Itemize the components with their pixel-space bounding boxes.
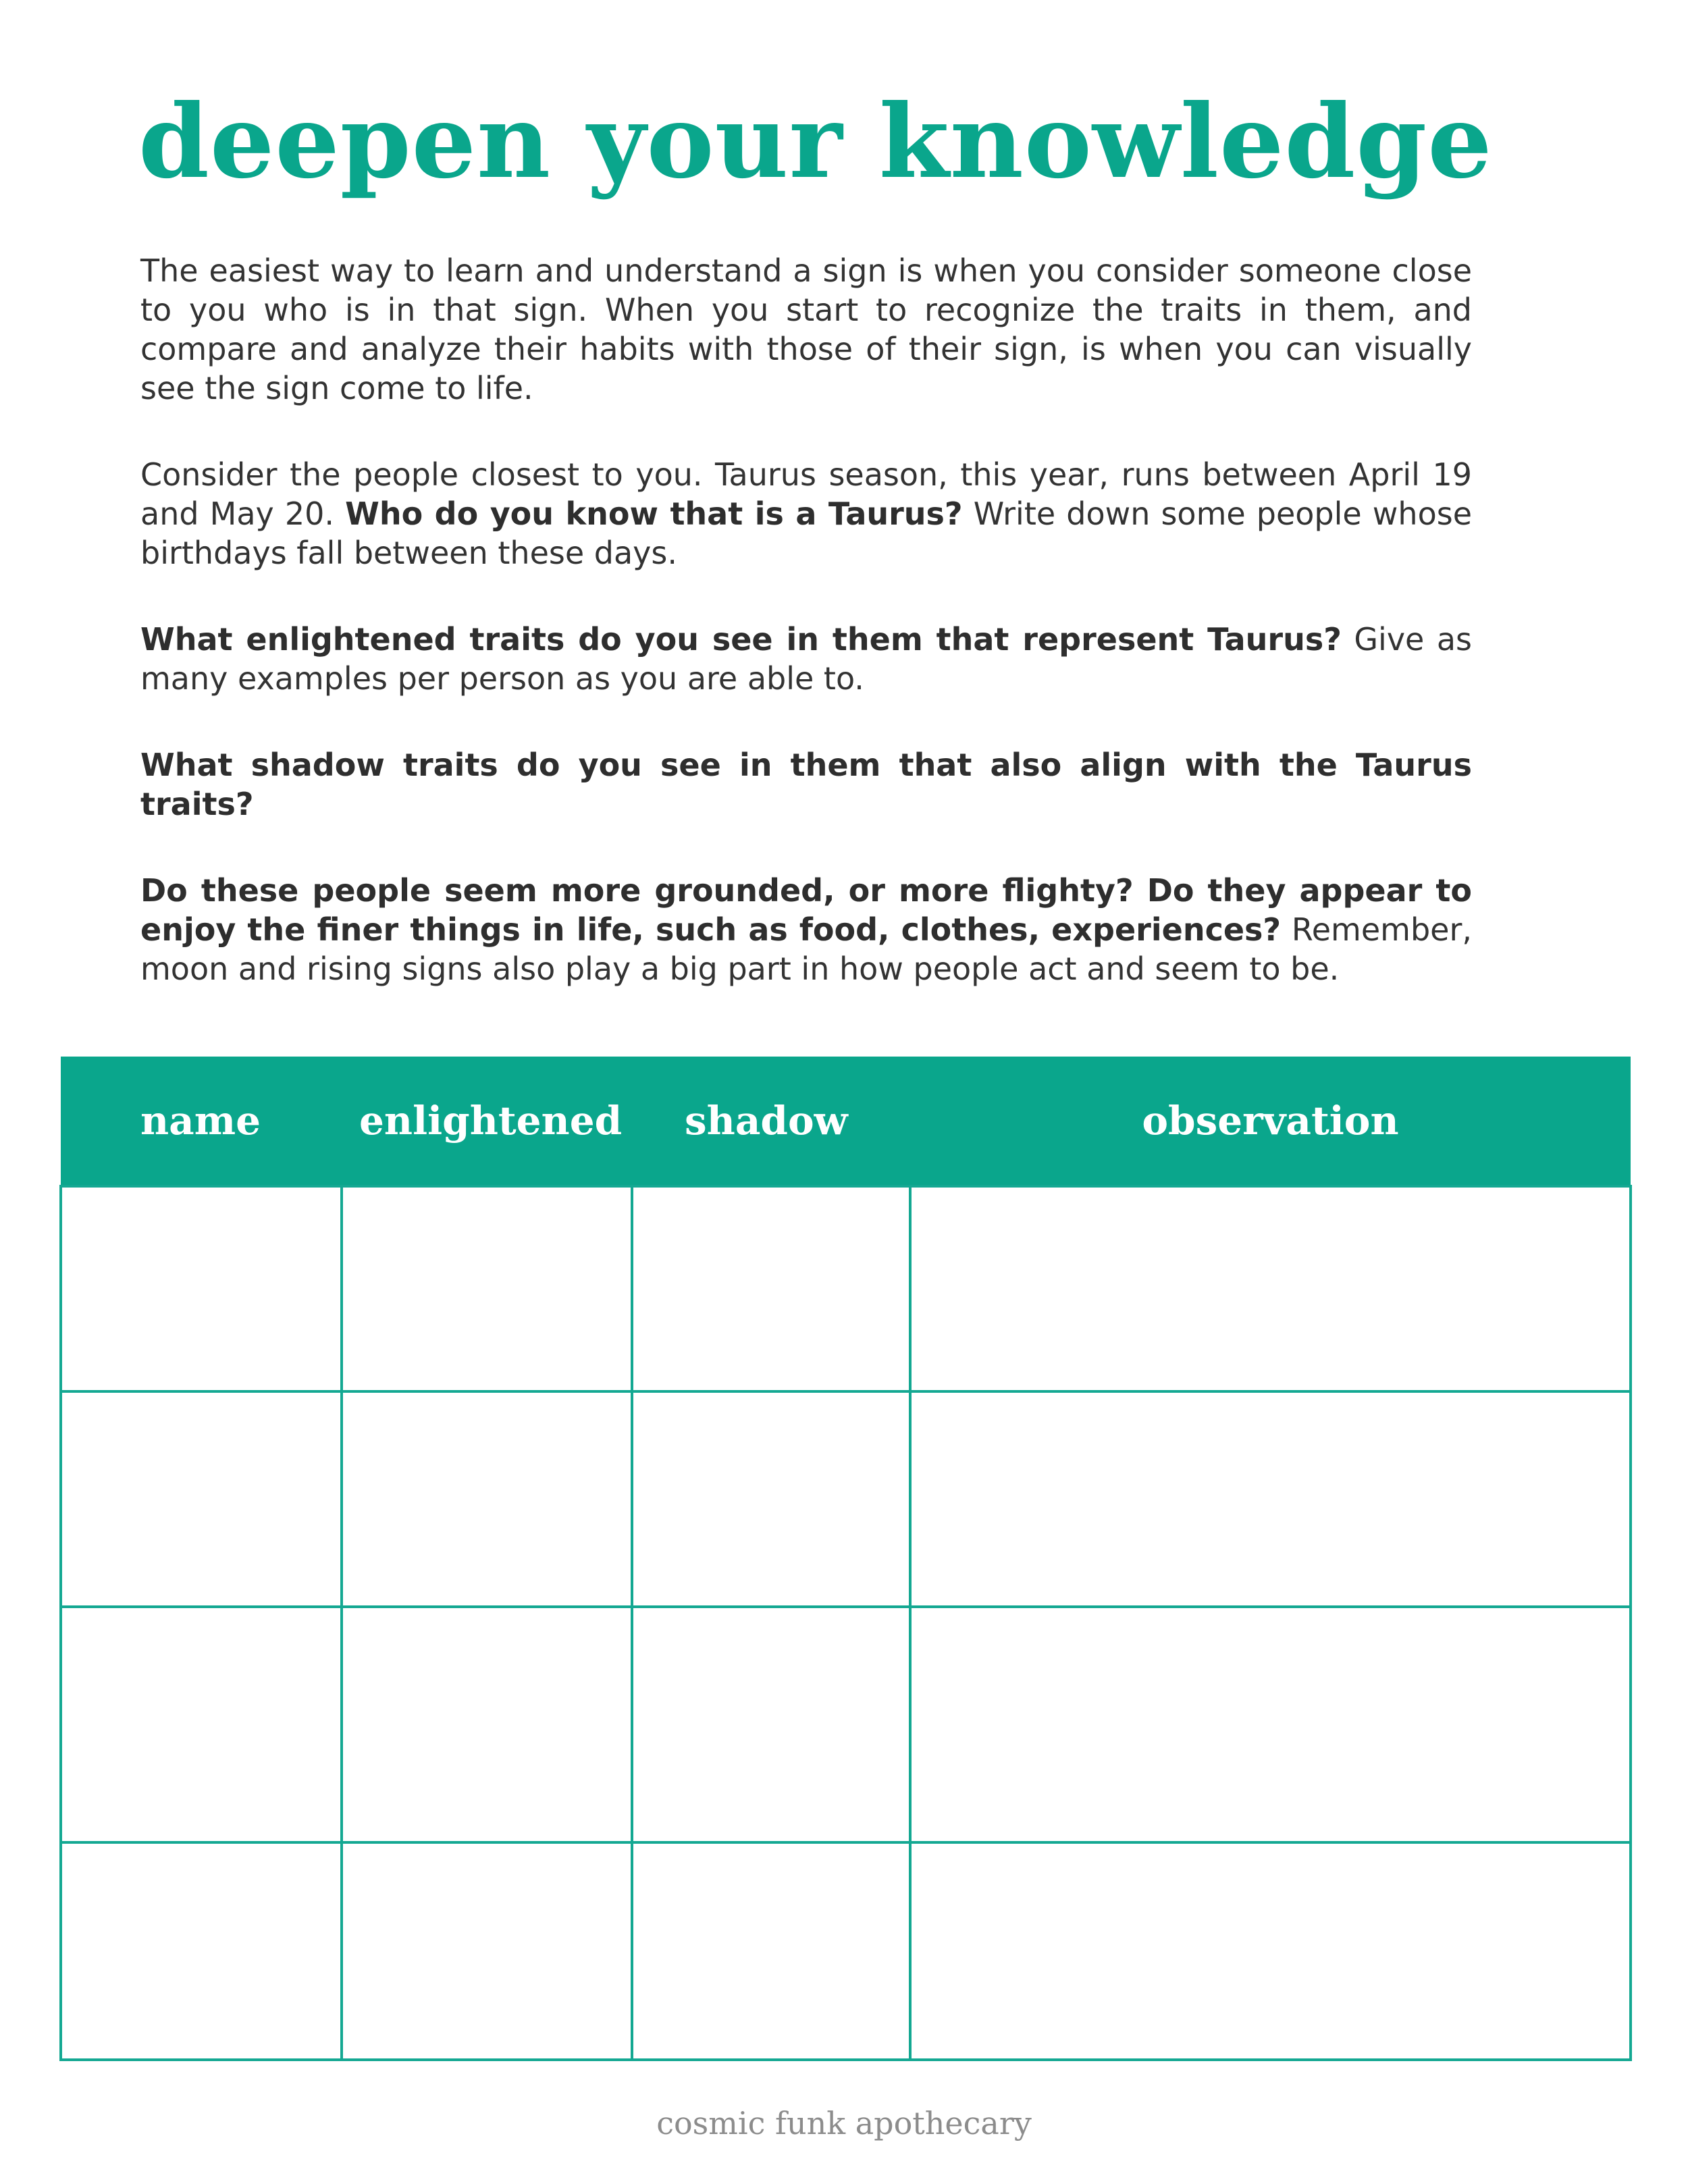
observation-cell[interactable]: [910, 1607, 1631, 1842]
traits-table: [59, 1057, 1632, 2061]
name-cell[interactable]: [61, 1607, 342, 1842]
page-title: deepen your knowledge: [138, 82, 1493, 201]
grounded-note: Remember, moon and rising signs also play a big part in how people act and seem to be.: [140, 911, 1472, 987]
table-row: [61, 1391, 1631, 1607]
taurus-season-text: Consider the people closest to you. Taurus season, this year, runs between April 19 and May 20.: [140, 456, 1472, 532]
shadow-question: What shadow traits do you see in them that also align with the Taurus traits?: [140, 747, 1472, 822]
name-cell[interactable]: [61, 1186, 342, 1391]
intro-text: The easiest way to learn and understand a sign is when you consider someone close to you who is in that sign. When you start to recognize the traits in them, and compare and analyze their habits with those of their sign, is when you can visually see the sign come to life.: [140, 252, 1472, 406]
enlightened-cell[interactable]: [342, 1842, 632, 2060]
table-row: [61, 1842, 1631, 2060]
table-row: [61, 1607, 1631, 1842]
shadow-cell[interactable]: [632, 1842, 910, 2060]
shadow-cell[interactable]: [632, 1607, 910, 1842]
header-enlightened: enlightened: [342, 1057, 632, 1186]
enlightened-instruction: Give as many examples per person as you are able to.: [140, 621, 1472, 697]
enlightened-question: What enlightened traits do you see in them that represent Taurus?: [140, 621, 1342, 658]
grounded-paragraph: [140, 871, 1472, 988]
shadow-paragraph: [140, 745, 1472, 824]
intro-paragraph: [140, 251, 1472, 408]
taurus-season-paragraph: [140, 455, 1472, 572]
observation-cell[interactable]: [910, 1391, 1631, 1607]
table-header-row: [61, 1057, 1631, 1186]
taurus-question: Who do you know that is a Taurus?: [345, 496, 963, 532]
enlightened-cell[interactable]: [342, 1186, 632, 1391]
enlightened-cell[interactable]: [342, 1391, 632, 1607]
header-shadow: shadow: [632, 1057, 910, 1186]
instructions: [140, 251, 1472, 988]
observation-cell[interactable]: [910, 1842, 1631, 2060]
name-cell[interactable]: [61, 1391, 342, 1607]
name-cell[interactable]: [61, 1842, 342, 2060]
taurus-season-instruction: Write down some people whose birthdays fall between these days.: [140, 496, 1472, 571]
header-name: name: [61, 1057, 342, 1186]
shadow-cell[interactable]: [632, 1186, 910, 1391]
enlightened-paragraph: [140, 620, 1472, 698]
table-row: [61, 1186, 1631, 1391]
enlightened-cell[interactable]: [342, 1607, 632, 1842]
shadow-cell[interactable]: [632, 1391, 910, 1607]
brand-footer: cosmic funk apothecary: [656, 2105, 1032, 2141]
grounded-question: Do these people seem more grounded, or more flighty? Do they appear to enjoy the finer things in life, such as food, clothes, experiences?: [140, 872, 1472, 948]
observation-cell[interactable]: [910, 1186, 1631, 1391]
header-observation: observation: [910, 1057, 1631, 1186]
